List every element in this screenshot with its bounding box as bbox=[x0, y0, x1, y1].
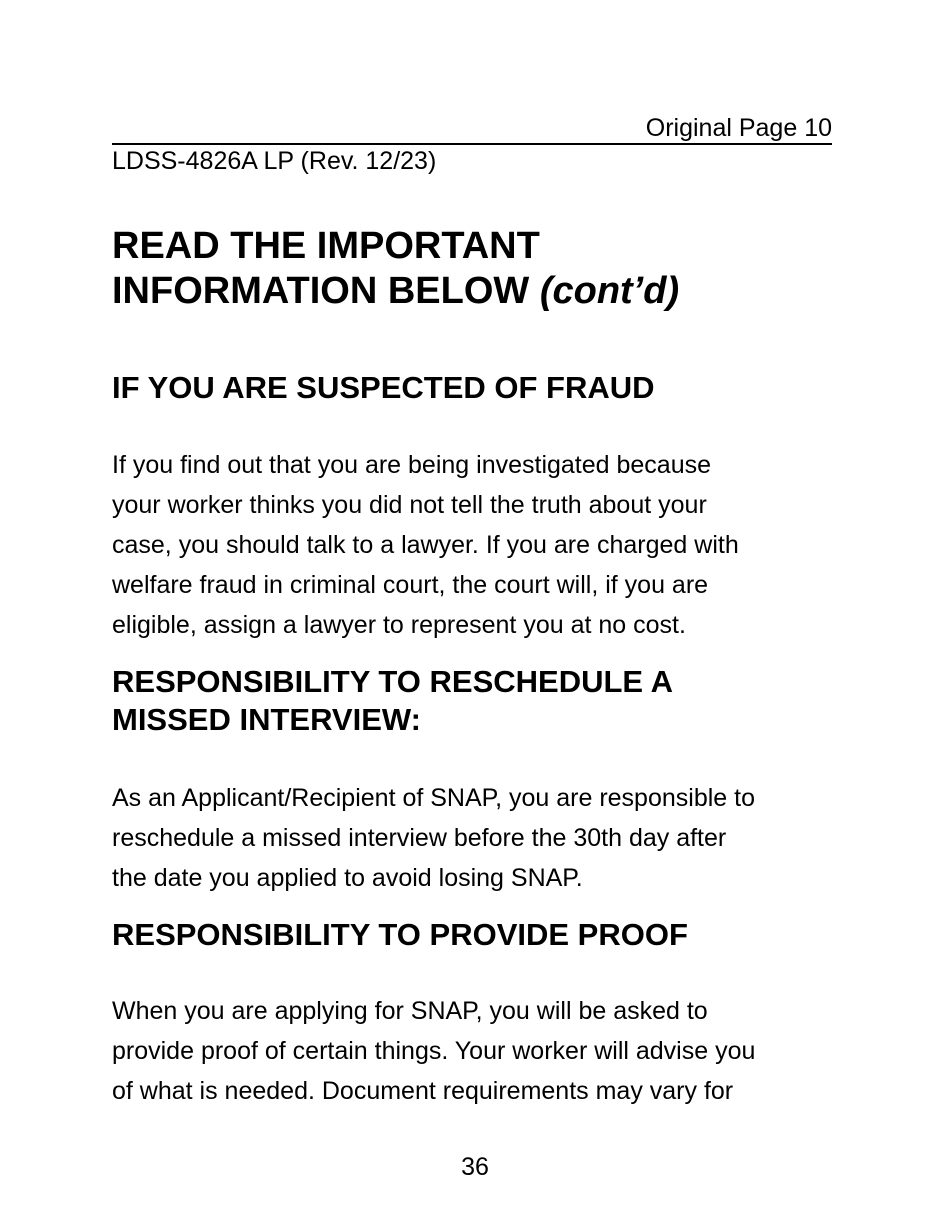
fraud-paragraph bbox=[112, 445, 842, 645]
title-line-1: READ THE IMPORTANT bbox=[112, 225, 540, 267]
proof-paragraph bbox=[112, 991, 842, 1111]
paragraph-line: provide proof of certain things. Your worker will advise you bbox=[112, 1037, 756, 1065]
proof-heading: RESPONSIBILITY TO PROVIDE PROOF bbox=[112, 917, 688, 952]
fraud-heading: IF YOU ARE SUSPECTED OF FRAUD bbox=[112, 370, 655, 405]
reschedule-heading bbox=[112, 663, 834, 739]
paragraph-line: the date you applied to avoid losing SNAP. bbox=[112, 864, 583, 892]
paragraph-line: reschedule a missed interview before the 30th day after bbox=[112, 824, 727, 852]
paragraph-line: of what is needed. Document requirements may vary for bbox=[112, 1077, 734, 1105]
paragraph-line: case, you should talk to a lawyer. If you are charged with bbox=[112, 531, 739, 559]
paragraph-line: As an Applicant/Recipient of SNAP, you are responsible to bbox=[112, 784, 755, 812]
paragraph-line: When you are applying for SNAP, you will be asked to bbox=[112, 997, 708, 1025]
title-continued: (cont’d) bbox=[539, 270, 680, 312]
form-id: LDSS-4826A LP (Rev. 12/23) bbox=[112, 147, 437, 175]
paragraph-line: welfare fraud in criminal court, the court will, if you are bbox=[112, 571, 709, 599]
title-line-2: INFORMATION BELOW bbox=[112, 270, 530, 312]
reschedule-paragraph bbox=[112, 778, 842, 898]
page-number: 36 bbox=[461, 1153, 489, 1181]
paragraph-line: your worker thinks you did not tell the truth about your bbox=[112, 491, 707, 519]
paragraph-line: eligible, assign a lawyer to represent you at no cost. bbox=[112, 611, 686, 639]
heading-line: RESPONSIBILITY TO RESCHEDULE A bbox=[112, 664, 673, 699]
heading-line: MISSED INTERVIEW: bbox=[112, 702, 421, 737]
page-title bbox=[112, 224, 832, 314]
original-page-label: Original Page 10 bbox=[112, 113, 832, 145]
paragraph-line: If you find out that you are being investigated because bbox=[112, 451, 712, 479]
